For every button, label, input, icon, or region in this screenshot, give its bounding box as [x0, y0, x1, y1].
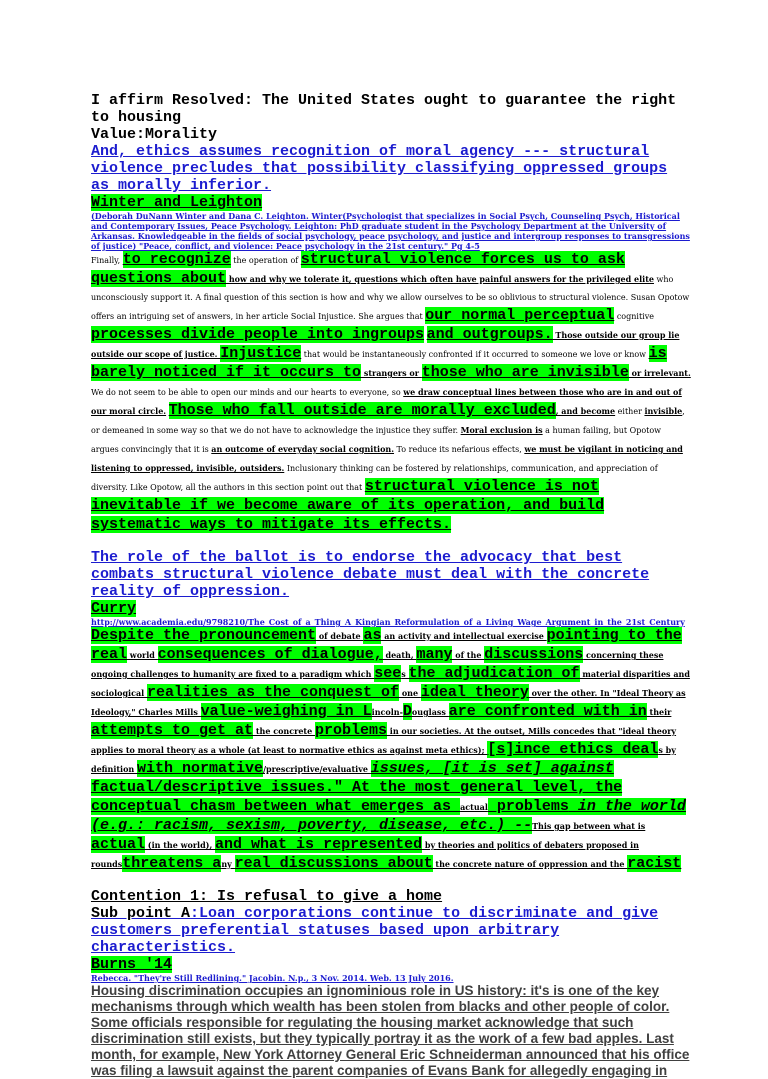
- card2-author: Curry: [91, 600, 137, 617]
- card2-tag: The role of the ballot is to endorse the advocacy that best combats structural violence debate must deal with the concrete reality of oppression.: [91, 549, 650, 600]
- subpoint-tag: Sub point A:Loan corporations continue to discriminate and give customers preferential statuses based upon arbitrary characteristics.: [91, 905, 659, 956]
- card1-citation: (Deborah DuNann Winter and Dana C. Leighton. Winter(Psychologist that specializes in Social Psych, Counseling Psych, Historical and Contemporary Issues, Peace Psychology. Leighton: PhD graduate student in the Psychology Department at the University of Arkansas. Knowledgeable in the fields of social psychology, peace psychology, and justice and intergroup responses to transgressions of justice) "Peace, conflict, and violence: Peace psychology in the 21st century." Pg 4-5: [91, 211, 690, 251]
- card3-author: Burns '14: [91, 956, 173, 973]
- card1-tag: And, ethics assumes recognition of moral agency --- structural violence precludes that possibility classifying oppressed groups as morally inferior.: [91, 143, 668, 194]
- card3-body: Housing discrimination occupies an ignominious role in US history: it's is one of the key mechanisms through which wealth has been stolen from blacks and other people of color. Some officials responsible for regulating the housing market acknowledge that such discrimination still exists, but they typically portray it as the work of a few bad apples. Last month, for example, New York Attorney General Eric Schneiderman announced that his office was filing a lawsuit against the parent companies of Evans Bank for allegedly engaging in: [91, 983, 690, 1078]
- resolution-heading: I affirm Resolved: The United States ought to guarantee the right to housing: [91, 92, 677, 126]
- card2-citation-link[interactable]: http://www.academia.edu/9798210/The_Cost_of_a_Thing_A_Kingian_Reformulation_of_a_Living_Wage_Argument_in_the_21st_Century: [91, 617, 685, 627]
- card1-body: Finally, to recognize the operation of structural violence forces us to ask questions about how and why we tolerate it, questions which often have painful answers for the privileged elite who unconsciously support it. A final question of this section is how and why we allow ourselves to be so oblivious to structural violence. Susan Opotow offers an intriguing set of answers, in her article Social Injustice. She argues that our normal perceptual cognitive processes divide people into ingroups and outgroups. Those outside our group lie outside our scope of justice. Injustice that would be instantaneously confronted if it occurred to someone we love or know is barely noticed if it occurs to strangers or those who are invisible or irrelevant. We do not seem to be able to open our minds and our hearts to everyone, so we draw conceptual lines between those who are in and out of our moral circle. Those who fall outside are morally excluded, and become either invisible, or demeaned in some way so that we do not have to acknowledge the injustice they suffer. Moral exclusion is a human failing, but Opotow argues convincingly that it is an outcome of everyday social cognition. To reduce its nefarious effects, we must be vigilant in noticing and listening to oppressed, invisible, outsiders. Inclusionary thinking can be fostered by relationships, communication, and appreciation of diversity. Like Opotow, all the authors in this section point out that structural violence is not inevitable if we become aware of its operation, and build systematic ways to mitigate its effects.: [91, 251, 691, 533]
- card2-body: Despite the pronouncement of debate as an activity and intellectual exercise pointing to the real world consequences of dialogue, death, many of the discussions concerning these ongoing challenges to humanity are fixed to a paradigm which sees the adjudication of material disparities and sociological realities as the conquest of one ideal theory over the other. In "Ideal Theory as Ideology," Charles Mills value-weighing in Lincoln-Douglass are confronted with in their attempts to get at the concrete problems in our societies. At the outset, Mills concedes that "ideal theory applies to moral theory as a whole (at least to normative ethics as against meta ethics); [s]ince ethics deals by definition with normative/prescriptive/evaluative issues, [it is set] against factual/descriptive issues." At the most general level, the conceptual chasm between what emerges as actual problems in the world (e.g.: racism, sexism, poverty, disease, etc.) --This gap between what is actual (in the world), and what is represented by theories and politics of debaters proposed in roundsthreatens any real discussions about the concrete nature of oppression and the racist: [91, 627, 690, 872]
- contention-heading: Contention 1: Is refusal to give a home: [91, 888, 443, 905]
- card3-citation: Rebecca. "They're Still Redlining." Jacobin. N.p., 3 Nov. 2014. Web. 13 July 2016.: [91, 973, 454, 983]
- document-page: [91, 92, 691, 1079]
- card1-author: Winter and Leighton: [91, 194, 263, 211]
- value-heading: Value:Morality: [91, 126, 218, 143]
